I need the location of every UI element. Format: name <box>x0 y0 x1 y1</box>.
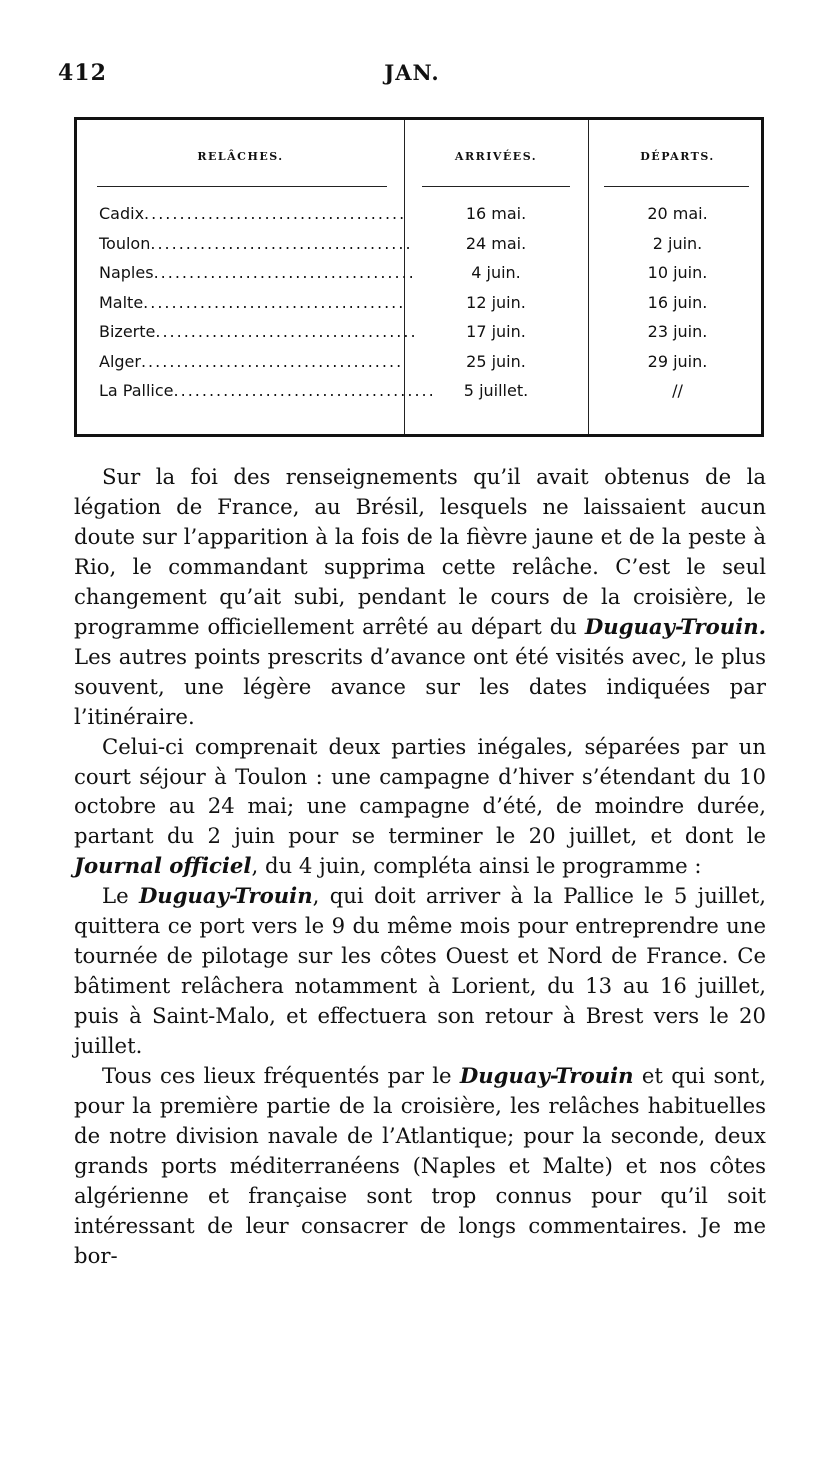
column-header-relaches: RELÂCHES. <box>197 150 284 163</box>
column-header-arrivees: ARRIVÉES. <box>454 150 538 163</box>
arrival-date: 17 juin. <box>466 322 526 341</box>
running-title: JAN. <box>384 60 440 85</box>
header-rule <box>604 186 749 187</box>
arrival-date: 4 juin. <box>471 263 521 282</box>
departure-date: 16 juin. <box>647 292 708 312</box>
table-row <box>77 204 761 234</box>
port-name: Alger <box>99 351 141 371</box>
header-rule <box>97 186 387 187</box>
table-row <box>77 234 761 264</box>
table-row <box>77 263 761 293</box>
body-text <box>74 462 766 1271</box>
port-name: Cadix <box>99 204 145 223</box>
arrival-date: 25 juin. <box>466 351 526 371</box>
leader-dots: ..................................... <box>140 351 404 371</box>
leader-dots: ..................................... <box>155 322 418 341</box>
port-name: Naples <box>99 263 154 282</box>
column-header-departs: DÉPARTS. <box>640 150 715 163</box>
departure-date: 23 juin. <box>647 322 708 341</box>
header-rule <box>422 186 570 187</box>
departure-date: // <box>672 381 683 400</box>
port-name: Bizerte <box>99 322 156 341</box>
departure-date: 29 juin. <box>647 351 708 371</box>
port-schedule-table <box>74 117 764 437</box>
paragraph: Tous ces lieux fréquentés par le Duguay-Trouin et qui sont, pour la première partie de la croisière, les relâches habituelles de notre division navale de l’Atlantique; pour la seconde, deux grands ports méditerranéens (Naples et Malte) et nos côtes algérienne et française sont trop connus pour qu’il soit intéressant de leur consacrer de longs commentaires. Je me bor- <box>74 1063 766 1268</box>
table-row <box>77 381 761 411</box>
port-name: Malte <box>99 292 144 312</box>
paragraph: Sur la foi des renseignements qu’il avait obtenus de la légation de France, au Brésil, lesquels ne laissaient aucun doute sur l’apparition à la fois de la fièvre jaune et de la peste à Rio, le commandant supprima cette relâche. C’est le seul changement qu’ait subi, pendant le cours de la croisière, le programme officiellement arrêté au départ du Duguay-Trouin. Les autres points prescrits d’avance ont été visités avec, le plus souvent, une légère avance sur les dates indiquées par l’itinéraire. <box>74 464 766 729</box>
arrival-date: 24 mai. <box>465 233 527 253</box>
leader-dots: ..................................... <box>144 204 407 223</box>
ship-name: Duguay-Trouin <box>459 1063 634 1089</box>
journal-title: Journal officiel <box>74 853 252 879</box>
departure-date: 10 juin. <box>647 263 708 282</box>
table-row <box>77 352 761 382</box>
arrival-date: 16 mai. <box>465 204 527 223</box>
table-body <box>77 204 761 411</box>
port-name: La Pallice <box>99 381 174 400</box>
port-name: Toulon <box>99 233 151 253</box>
departure-date: 20 mai. <box>647 204 708 223</box>
arrival-date: 5 juillet. <box>463 381 529 400</box>
table-row <box>77 322 761 352</box>
table-row <box>77 293 761 323</box>
leader-dots: ..................................... <box>150 233 413 253</box>
ship-name: Duguay-Trouin <box>138 883 313 909</box>
leader-dots: ..................................... <box>173 381 436 400</box>
paragraph: Celui-ci comprenait deux parties inégales, séparées par un court séjour à Toulon : une campagne d’hiver s’étendant du 10 octobre au 24 mai; une campagne d’été, de moindre durée, partant du 2 juin pour se terminer le 20 juillet, et dont le Journal officiel, du 4 juin, compléta ainsi le programme : <box>74 733 766 879</box>
departure-date: 2 juin. <box>652 233 703 253</box>
leader-dots: ..................................... <box>143 292 406 312</box>
ship-name: Duguay-Trouin. <box>584 613 766 639</box>
page-number: 412 <box>58 60 107 86</box>
arrival-date: 12 juin. <box>466 292 526 312</box>
paragraph: Le Duguay-Trouin, qui doit arriver à la Pallice le 5 juillet, quittera ce port vers le 9 du même mois pour entreprendre une tournée de pilotage sur les côtes Ouest et Nord de France. Ce bâtiment relâchera notamment à Lorient, du 13 au 16 juillet, puis à Saint-Malo, et effectuera son retour à Brest vers le 20 juillet. <box>74 883 766 1059</box>
leader-dots: ..................................... <box>153 263 416 282</box>
